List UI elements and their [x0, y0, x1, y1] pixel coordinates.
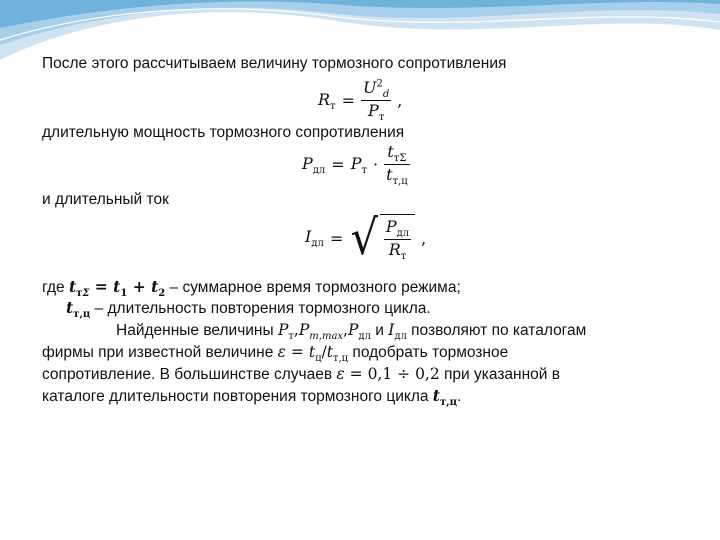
f3-lhs-sub: дл — [311, 238, 324, 250]
f3-fraction — [384, 217, 411, 262]
p5-v: t — [66, 298, 74, 317]
p4-pre: где — [42, 279, 69, 296]
p7-eq: = — [285, 343, 309, 361]
f1-eq: = — [341, 91, 355, 111]
p6-d-sub: дл — [394, 331, 407, 343]
f2-eq: = — [331, 155, 345, 175]
paragraph-1 — [42, 54, 506, 74]
p7-t2: t — [326, 343, 333, 361]
p8-post: при указанной в — [439, 366, 560, 383]
formula-resistance — [318, 78, 402, 123]
f3-den-sub: т — [400, 251, 407, 263]
f1-den: P — [367, 101, 379, 121]
f2-lhs-sub: дл — [312, 164, 326, 176]
p8-val: = 0,1 ÷ 0,2 — [344, 365, 440, 383]
p6-pre: Найденные величины — [116, 322, 278, 339]
p9-post: . — [457, 388, 462, 405]
p7-post: подобрать тормозное — [348, 344, 509, 361]
p6-post: позволяют по каталогам — [406, 322, 587, 339]
p6-b-sub: т,max — [309, 331, 344, 343]
p6-c-sub: дл — [358, 331, 371, 343]
sqrt-radical-icon: √ — [350, 210, 379, 267]
p6-a: P — [277, 321, 289, 339]
p4-v1-sub: т — [76, 288, 83, 300]
p4-v2: t — [113, 277, 121, 296]
p4-v3-sub: 2 — [158, 288, 166, 300]
f1-lhs: R — [318, 89, 331, 109]
f3-eq: = — [329, 228, 344, 248]
f3-lhs: I — [305, 227, 312, 247]
p7-slash: / — [321, 343, 327, 361]
paragraph-3-text: и длительный ток — [42, 191, 169, 208]
p7-t1: t — [308, 343, 316, 361]
p8-pre: сопротивление. В большинстве случаев — [42, 366, 337, 383]
p6-d: I — [388, 321, 395, 339]
p9-t: t — [432, 386, 440, 405]
p7-eps: ε — [277, 343, 286, 361]
f1-num: U — [363, 78, 377, 97]
p6-c: P — [347, 321, 359, 339]
p9-pre: каталоге длительности повторения тормозного цикла — [42, 388, 433, 405]
f2-mid-sub: т — [361, 164, 367, 176]
p6-c1: , — [293, 321, 299, 339]
f2-dot: · — [373, 155, 379, 175]
p7-t1-sub: ц — [315, 353, 322, 365]
f1-num-sup: 2 — [376, 78, 383, 90]
f2-mid: P — [350, 153, 362, 173]
f3-sqrt — [349, 210, 415, 267]
p4-post: – суммарное время тормозного режима; — [165, 279, 461, 296]
p6-and: и — [370, 322, 389, 339]
f2-num-sub: тΣ — [393, 153, 407, 165]
p4-v1: t — [68, 277, 77, 296]
f2-lhs: P — [302, 153, 313, 173]
p6-a-sub: т — [288, 331, 294, 343]
p8-eps: ε — [336, 365, 345, 383]
p4-op1: = — [89, 277, 114, 296]
f3-num-sub: дл — [396, 228, 410, 240]
f1-fraction — [361, 78, 391, 123]
paragraph-3 — [42, 190, 169, 210]
f3-den: R — [388, 240, 401, 260]
p5-post: – длительность повторения тормозного цикла. — [90, 300, 431, 317]
paragraph-9 — [42, 386, 461, 413]
p4-v1-sub2: Σ — [82, 288, 90, 300]
f3-num: P — [385, 217, 397, 236]
p4-v2-sub: 1 — [120, 288, 128, 300]
f2-num: t — [387, 142, 394, 161]
p6-c2: , — [343, 321, 348, 339]
f1-num-sub: d — [382, 89, 390, 101]
f3-tail: , — [421, 228, 427, 248]
p4-v3: t — [151, 277, 159, 296]
f1-tail: , — [397, 91, 403, 111]
paragraph-2-text: длительную мощность тормозного сопротивления — [42, 124, 405, 141]
formula-current — [305, 210, 427, 267]
f1-den-sub: т — [378, 112, 385, 124]
paragraph-2 — [42, 123, 404, 143]
p9-t-sub: т,ц — [439, 397, 458, 409]
f2-den-sub: т,ц — [392, 176, 408, 188]
p4-op2: + — [127, 277, 152, 296]
p7-t2-sub: т,ц — [332, 353, 349, 365]
p7-pre: фирмы при известной величине — [42, 344, 278, 361]
p5-v-sub: т,ц — [73, 309, 91, 321]
p6-b: P — [298, 321, 310, 339]
f2-den: t — [386, 165, 393, 185]
f2-fraction — [384, 142, 410, 187]
paragraph-1-text: После этого рассчитываем величину тормозного сопротивления — [42, 55, 507, 72]
paragraph-8 — [42, 364, 560, 385]
f1-lhs-sub: т — [330, 100, 336, 112]
formula-power — [302, 142, 410, 187]
